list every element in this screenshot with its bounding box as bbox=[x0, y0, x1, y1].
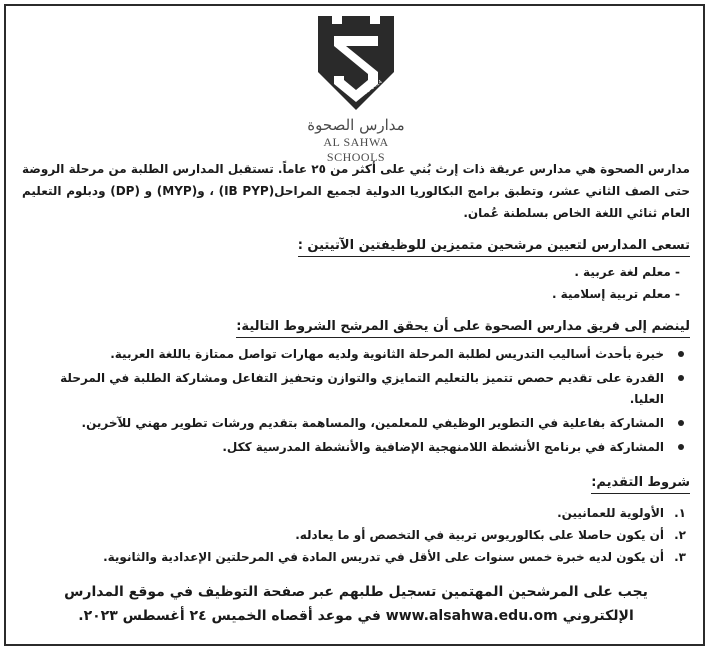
application-heading: شروط التقديم: bbox=[591, 473, 690, 494]
vacancies-heading: تسعى المدارس لتعيين مرشحين متميزين للوظيفتين الآتيتين : bbox=[298, 236, 690, 257]
svg-text:1993-1414: 1993-1414 bbox=[357, 79, 384, 100]
closing-statement: يجب على المرشحين المهتمين تسجيل طلبهم عبر صفحة التوظيف في موقع المدارس الإلكتروني www.alsahwa.edu.om في موعد أقصاه الخميس ٢٤ أغسطس ٢٠٢٣. bbox=[64, 584, 648, 624]
ad-content bbox=[22, 158, 690, 628]
vacancies-list bbox=[22, 261, 690, 305]
castle-s-emblem-icon bbox=[314, 14, 398, 114]
application-list bbox=[22, 502, 690, 568]
bullet-icon bbox=[678, 420, 684, 426]
list-item: ٢. أن يكون حاصلا على بكالوريوس تربية في التخصص أو ما يعادله. bbox=[295, 528, 686, 542]
list-item: خبرة بأحدث أساليب التدريس لطلبة المرحلة الثانوية ولديه مهارات تواصل ممتازة باللغة العربية. bbox=[22, 344, 664, 365]
school-logo bbox=[300, 14, 412, 164]
list-item: - معلم تربية إسلامية . bbox=[22, 283, 680, 305]
list-item: المشاركة بفاعلية في التطوير الوظيفي للمعلمين، والمساهمة بتقديم ورشات تطوير مهني للآخرين. bbox=[22, 413, 664, 434]
logo-arabic-name: مدارس الصحوة bbox=[307, 116, 405, 134]
requirements-list bbox=[22, 344, 690, 458]
list-item: ١. الأولوية للعمانيين. bbox=[557, 506, 686, 520]
bullet-icon bbox=[678, 444, 684, 450]
intro-paragraph: مدارس الصحوة هي مدارس عريقة ذات إرث بُني على أكثر من ٢٥ عاماً. تستقبل المدارس الطلبة من مرحلة الروضة حتى الصف الثاني عشر، وتطبق برامج البكالوريا الدولية لجميع المراحل(IB PYP) ، و(MYP) و (DP) ودبلوم التعليم العام ثنائي اللغة الخاص بسلطنة عُمان. bbox=[22, 162, 690, 220]
list-item: القدرة على تقديم حصص تتميز بالتعليم التمايزي والتوازن وتحفيز التفاعل ومشاركة الطلبة في المرحلة العليا. bbox=[22, 368, 664, 410]
requirements-heading: لينضم إلى فريق مدارس الصحوة على أن يحقق المرشح الشروط التالية: bbox=[236, 317, 690, 338]
website-link[interactable]: www.alsahwa.edu.om bbox=[385, 608, 558, 624]
bullet-icon bbox=[678, 351, 684, 357]
bullet-icon bbox=[678, 375, 684, 381]
list-item: - معلم لغة عربية . bbox=[22, 261, 680, 283]
list-item: ٣. أن يكون لديه خبرة خمس سنوات على الأقل في تدريس المادة في المرحلتين الإعدادية والثانوية. bbox=[103, 550, 686, 564]
list-item: المشاركة في برنامج الأنشطة اللامنهجية الإضافية والأنشطة المدرسية ككل. bbox=[22, 437, 664, 458]
logo-english-name: AL SAHWA SCHOOLS bbox=[323, 135, 389, 164]
